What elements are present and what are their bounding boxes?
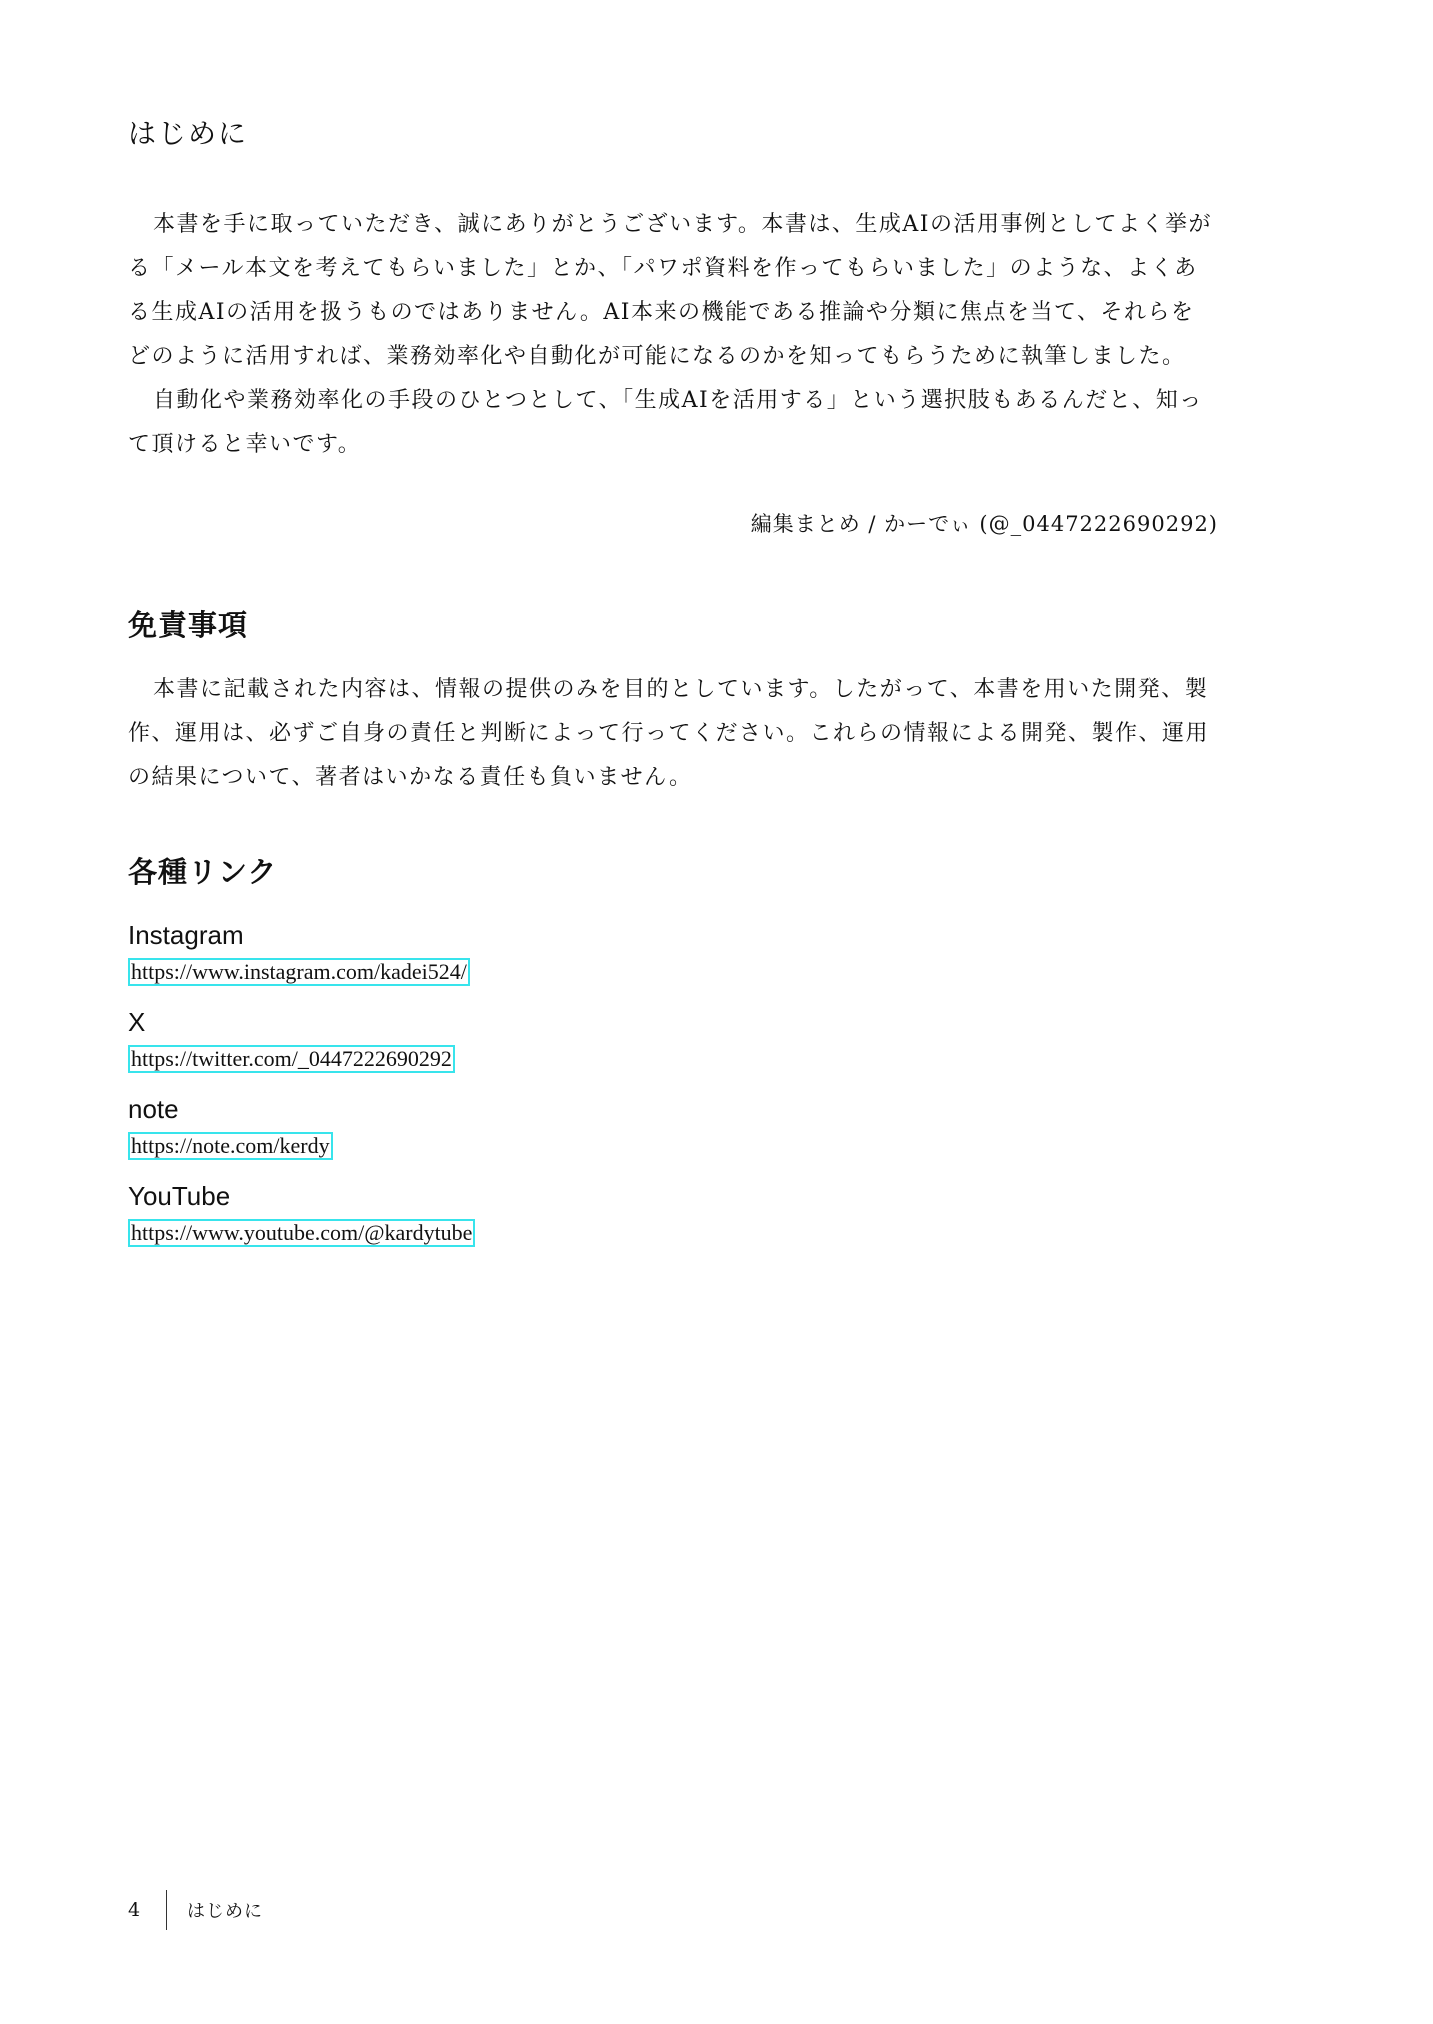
intro-paragraph-2: 自動化や業務効率化の手段のひとつとして、「生成AIを活用する」という選択肢もあるんだと、知って頂けると幸いです。 [128,388,1203,457]
page-number: 4 [128,1899,141,1921]
link-group-youtube [128,1179,1218,1266]
links-list [128,918,1218,1266]
disclaimer-body [128,668,1218,800]
link-name-note: note [128,1094,179,1124]
page-footer [128,1890,263,1930]
youtube-link[interactable]: https://www.youtube.com/@kardytube [128,1219,475,1247]
intro-title: はじめに [128,117,249,150]
link-group-x [128,1005,1218,1092]
footer-divider [166,1890,167,1930]
links-title: 各種リンク [128,855,278,889]
author-signature: 編集まとめ / かーでぃ (@_0447222690292) [750,512,1218,536]
footer-chapter-title: はじめに [187,1901,263,1922]
link-name-x: X [128,1007,146,1037]
link-group-note [128,1092,1218,1179]
x-link[interactable]: https://twitter.com/_0447222690292 [128,1045,455,1073]
disclaimer-title: 免責事項 [128,608,249,642]
link-name-youtube: YouTube [128,1181,231,1211]
intro-paragraph-1: 本書を手に取っていただき、誠にありがとうございます。本書は、生成AIの活用事例としてよく挙がる「メール本文を考えてもらいました」とか、「パワポ資料を作ってもらいました」のような、よくある生成AIの活用を扱うものではありません。AI本来の機能である推論や分類に焦点を当て、それらをどのように活用すれば、業務効率化や自動化が可能になるのかを知ってもらうために執筆しました。 [128,212,1212,369]
link-group-instagram [128,918,1218,1005]
instagram-link[interactable]: https://www.instagram.com/kadei524/ [128,958,470,986]
link-name-instagram: Instagram [128,920,244,950]
intro-body [128,203,1218,467]
note-link[interactable]: https://note.com/kerdy [128,1132,333,1160]
disclaimer-paragraph: 本書に記載された内容は、情報の提供のみを目的としています。したがって、本書を用いた開発、製作、運用は、必ずご自身の責任と判断によって行ってください。これらの情報による開発、製作、運用の結果について、著者はいかなる責任も負いません。 [128,677,1210,790]
